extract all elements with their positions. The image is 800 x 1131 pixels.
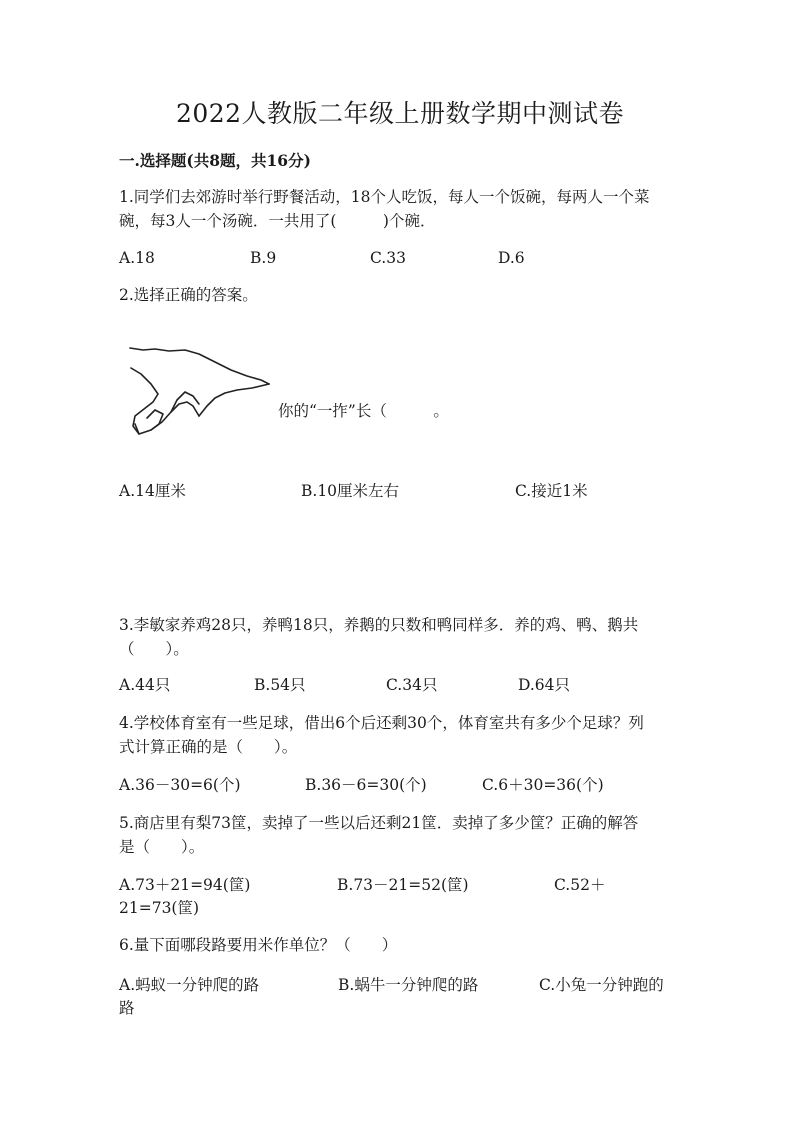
section-heading: 一.选择题(共8题，共16分) — [119, 151, 311, 170]
question-1 — [119, 185, 685, 233]
option-a: A.36－30=6(个) — [119, 776, 241, 794]
option-c: C.52＋ — [554, 876, 606, 894]
question-4-line-1: 4.学校体育室有一些足球，借出6个后还剩30个，体育室共有多少个足球？列 — [119, 714, 644, 732]
option-c: C.接近1米 — [515, 482, 588, 500]
question-6-line-1: 6.量下面哪段路要用米作单位？（ ） — [119, 936, 398, 954]
question-1-options — [119, 246, 689, 270]
question-6-options — [119, 973, 689, 997]
question-3-line-2: （ ）。 — [119, 640, 189, 658]
option-b: B.蜗牛一分钟爬的路 — [338, 976, 479, 994]
option-c: C.34只 — [386, 676, 438, 694]
option-b: B.36－6=30(个) — [305, 776, 427, 794]
option-d: D.6 — [498, 249, 525, 267]
option-b: B.54只 — [254, 676, 306, 694]
option-c: C.6＋30=36(个) — [482, 776, 604, 794]
option-d: D.64只 — [518, 676, 571, 694]
question-6 — [119, 933, 685, 957]
question-1-line-1: 1.同学们去郊游时举行野餐活动，18个人吃饭，每人一个饭碗，每两人一个菜 — [119, 188, 650, 206]
question-3-line-1: 3.李敏家养鸡28只，养鸭18只，养鹅的只数和鸭同样多．养的鸡、鸭、鹅共 — [119, 616, 639, 634]
question-2-options — [119, 479, 689, 503]
option-b: B.10厘米左右 — [301, 482, 400, 500]
question-5-line-2: 是（ ）。 — [119, 838, 205, 856]
question-4-line-2: 式计算正确的是（ ）。 — [119, 738, 298, 756]
question-1-line-2: 碗，每3人一个汤碗．一共用了( )个碗． — [119, 212, 436, 230]
question-5-line-1: 5.商店里有梨73筐，卖掉了一些以后还剩21筐．卖掉了多少筐？正确的解答 — [119, 814, 639, 832]
option-c: C.33 — [370, 249, 406, 267]
question-5-option-wrap: 21=73(筐) — [119, 899, 200, 917]
option-c: C.小兔一分钟跑的 — [539, 976, 664, 994]
option-a: A.18 — [119, 249, 155, 267]
option-a: A.蚂蚁一分钟爬的路 — [119, 976, 260, 994]
question-5-options — [119, 873, 689, 897]
option-a: A.73＋21=94(筐) — [119, 876, 251, 894]
question-6-option-wrap: 路 — [119, 999, 135, 1017]
question-2-line-1: 2.选择正确的答案。 — [119, 286, 258, 304]
option-a: A.14厘米 — [119, 482, 186, 500]
hand-span-figure — [127, 344, 272, 439]
question-3-options — [119, 673, 689, 697]
option-a: A.44只 — [119, 676, 171, 694]
question-5 — [119, 811, 685, 859]
question-2-figure-text: 你的“一拃”长（ 。 — [278, 402, 449, 420]
option-b: B.9 — [250, 249, 277, 267]
question-4 — [119, 711, 685, 759]
option-b: B.73－21=52(筐) — [337, 876, 469, 894]
page-title: 2022人教版二年级上册数学期中测试卷 — [175, 99, 625, 128]
question-4-options — [119, 773, 689, 797]
question-2 — [119, 283, 685, 307]
question-3 — [119, 613, 685, 661]
